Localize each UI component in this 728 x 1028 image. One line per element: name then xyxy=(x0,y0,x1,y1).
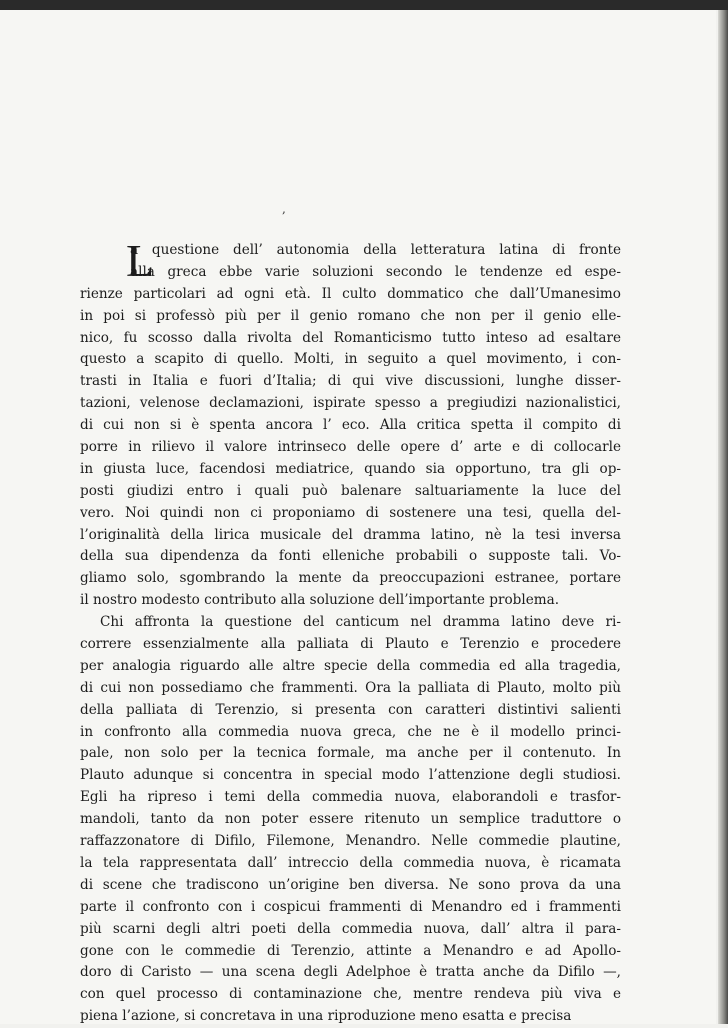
paragraph-1-line: porre in rilievo il valore intrinseco delle opere d’ arte e di collocarle xyxy=(80,439,621,456)
paragraph-1-line: questo a scapito di quello. Molti, in seguito a quel movimento, i con- xyxy=(80,351,621,368)
paragraph-1-line: trasti in Italia e fuori d’Italia; di qui vive discussioni, lunghe disser- xyxy=(80,373,621,390)
paragraph-2-line: parte il confronto con i cospicui frammenti di Menandro ed i frammenti xyxy=(80,898,621,915)
paragraph-1-line: l’originalità della lirica musicale del dramma latino, nè la tesi inversa xyxy=(80,526,621,543)
page-binding-edge xyxy=(718,10,728,1024)
paragraph-1-line: posti giudizi entro i quali può balenare saltuariamente la luce del xyxy=(80,482,621,499)
paragraph-2-line: di cui non possediamo che frammenti. Ora la palliata di Plauto, molto più xyxy=(80,679,621,696)
paragraph-1-line: di cui non si è spenta ancora l’ eco. Alla critica spetta il compito di xyxy=(80,417,621,434)
scan-top-border xyxy=(0,0,728,10)
paragraph-2-line: per analogia riguardo alle altre specie della commedia ed alla tragedia, xyxy=(80,657,621,674)
paragraph-1-line: a questione dell’ autonomia della letteratura latina di fronte xyxy=(130,242,621,258)
paragraph-1-line: vero. Noi quindi non ci proponiamo di sostenere una tesi, quella del- xyxy=(80,504,621,521)
paragraph-2-line: più scarni degli altri poeti della commedia nuova, dall’ altra il para- xyxy=(80,920,621,937)
paragraph-2-line: la tela rappresentata dall’ intreccio della commedia nuova, è ricamata xyxy=(80,854,621,871)
drop-cap: L xyxy=(126,235,155,286)
paragraph-1 xyxy=(80,235,621,612)
paragraph-1-line: il nostro modesto contributo alla soluzione dell’importante problema. xyxy=(80,592,560,609)
paragraph-2-line: gone con le commedie di Terenzio, attinte a Menandro e ad Apollo- xyxy=(80,942,621,959)
paragraph-1-line: della sua dipendenza da fonti elleniche probabili o supposte tali. Vo- xyxy=(80,548,621,565)
paragraph-1-line: nico, fu scosso dalla rivolta del Romanticismo tutto inteso ad esaltare xyxy=(80,329,621,346)
paragraph-2-line: mandoli, tanto da non poter essere ritenuto un semplice traduttore o xyxy=(80,811,621,828)
paragraph-2-line: Egli ha ripreso i temi della commedia nuova, elaborandoli e trasfor- xyxy=(80,789,621,806)
paragraph-1-line: rienze particolari ad ogni età. Il culto dommatico che dall’Umanesimo xyxy=(80,285,621,302)
paragraph-1-line: in giusta luce, facendosi mediatrice, quando sia opportuno, tra gli op- xyxy=(80,460,621,477)
paragraph-2-line: raffazzonatore di Difilo, Filemone, Menandro. Nelle commedie plautine, xyxy=(80,833,621,850)
paragraph-1-line: gliamo solo, sgombrando la mente da preoccupazioni estranee, portare xyxy=(80,570,621,587)
paragraph-2-line: doro di Caristo — una scena degli Adelphoe è tratta anche da Difilo —, xyxy=(80,964,621,981)
paragraph-2-line: Plauto adunque si concentra in special modo l’attenzione degli studiosi. xyxy=(80,767,621,784)
paragraph-2-line: pale, non solo per la tecnica formale, ma anche per il contenuto. In xyxy=(80,745,621,762)
paragraph-2-line: correre essenzialmente alla palliata di Plauto e Terenzio e procedere xyxy=(80,636,621,653)
paragraph-1-line: tazioni, velenose declamazioni, ispirate spesso a pregiudizi nazionalistici, xyxy=(80,395,621,412)
paragraph-1-line: in poi si professò più per il genio romano che non per il genio elle- xyxy=(80,307,621,324)
body-text xyxy=(80,235,621,1028)
paragraph-2-line: in confronto alla commedia nuova greca, che ne è il modello princi- xyxy=(80,723,621,740)
paragraph-2-line: con quel processo di contaminazione che, mentre rendeva più viva e xyxy=(80,986,621,1003)
paragraph-2-line: piena l’azione, si concretava in una riproduzione meno esatta e precisa xyxy=(80,1008,572,1025)
paragraph-2-line: della palliata di Terenzio, si presenta con caratteri distintivi salienti xyxy=(80,701,621,718)
paragraph-2 xyxy=(80,612,621,1028)
stray-ink-mark: , xyxy=(282,202,286,216)
paragraph-1-line: alla greca ebbe varie soluzioni secondo le tendenze ed espe- xyxy=(130,263,621,280)
paragraph-2-line: Chi affronta la questione del canticum nel dramma latino deve ri- xyxy=(100,614,621,631)
paragraph-2-line: di scene che tradiscono un’origine ben diversa. Ne sono prova da una xyxy=(80,876,621,893)
book-page xyxy=(0,10,716,1024)
